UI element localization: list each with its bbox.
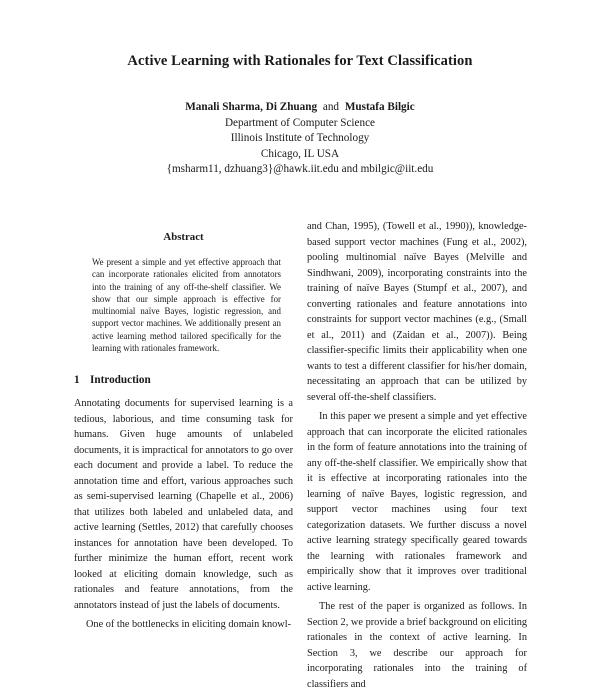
left-column	[74, 227, 293, 633]
body-paragraph: and Chan, 1995), (Towell et al., 1990)), knowledge-based support vector machines (Fung et al., 2002), pooling multinomial naïve Bayes (Melville and Sindhwani, 2009), incorporating constraints into the training of naïve Bayes (Stumpf et al., 2007), and converting rationales and feature annotations into constraints for support vector machines (e.g., (Small et al., 2011) and (Zaidan et al., 2007)). Being classifier-specific limits their applicability when one wants to test a different classifier for his/her domain, necessitating an approach that can be utilized by several off-the-shelf classifiers.	[307, 221, 527, 403]
abstract-text: We present a simple and yet effective approach that can incorporate rationales elicited from annotators into the training of any off-the-shelf classifier. We show that our simple approach is effective for multinomial naïve Bayes, logistic regression, and support vector machines. We additionally present an active learning method tailored specifically for the learning with rationales framework.	[92, 257, 281, 354]
body-paragraph: The rest of the paper is organized as follows. In Section 2, we provide a brief background on eliciting rationales in the context of active learning. In Section 3, we describe our approach for incorporating rationales into the training of classifiers and	[307, 601, 527, 690]
section-title: Introduction	[90, 374, 151, 387]
right-column	[307, 219, 527, 692]
institution: Illinois Institute of Technology	[230, 132, 370, 144]
section-heading-introduction	[74, 374, 293, 386]
author-name: Mustafa Bilgic	[344, 101, 415, 113]
author-conjunction: and	[322, 101, 340, 113]
paper-title: Active Learning with Rationales for Text Classification	[127, 53, 473, 69]
body-paragraph: Annotating documents for supervised learning is a tedious, laborious, and time consuming task for humans. Given huge amounts of unlabeled documents, it is impractical for annotators to go over each document and provide a label. To reduce the annotation time and effort, various approaches such as semi-supervised learning (Chapelle et al., 2006) that utilizes both labeled and unlabeled data, and active learning (Settles, 2012) that carefully chooses instances for annotation have been developed. To further minimize the human effort, recent work looked at eliciting domain knowledge, such as rationales and feature annotations, from the annotators instead of just the labels of documents.	[74, 398, 293, 611]
section-number: 1	[74, 374, 80, 387]
abstract-heading: Abstract	[163, 231, 204, 243]
author-emails: {msharm11, dzhuang3}@hawk.iit.edu and mbilgic@iit.edu	[166, 163, 434, 175]
body-paragraph: In this paper we present a simple and yet effective approach that can incorporate the elicited rationales in the form of feature annotations into the training of any off-the-shelf classifier. We empirically show that it is effective at incorporating rationales into the learning of naïve Bayes, logistic regression, and support vector machines using four text categorization datasets. We further discuss a novel active learning strategy specifically geared towards the learning with rationales framework and empirically show that it improves over traditional active learning.	[307, 411, 527, 593]
author-names	[0, 100, 600, 116]
author-name: Manali Sharma,	[185, 101, 263, 113]
department: Department of Computer Science	[224, 116, 376, 129]
location: Chicago, IL USA	[260, 147, 340, 160]
body-paragraph: One of the bottlenecks in eliciting domain knowl-	[86, 619, 292, 631]
author-block	[0, 100, 600, 178]
author-name: Di Zhuang	[265, 101, 318, 113]
